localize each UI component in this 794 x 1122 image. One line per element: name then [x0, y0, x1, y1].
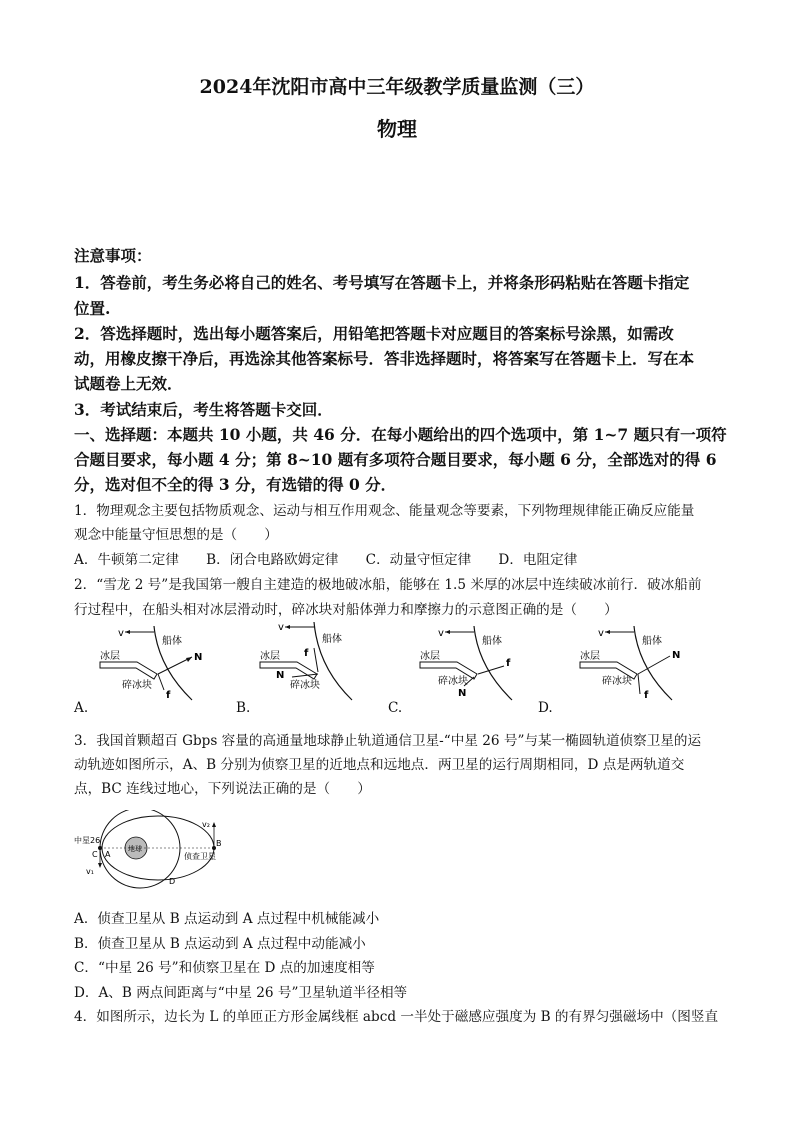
svg-text:C: C	[92, 850, 98, 859]
ice-breaker-figures	[92, 622, 732, 702]
svg-text:N: N	[194, 652, 203, 663]
figure-b	[260, 622, 352, 700]
svg-text:v: v	[438, 628, 444, 639]
section-instructions: 分，选对但不全的得 3 分，有选错的得 0 分．	[74, 475, 397, 494]
section-instructions: 合题目要求，每小题 4 分；第 8~10 题有多项符合题目要求，每小题 6 分，全部选对的得 6	[74, 450, 717, 469]
option-b-label: B.	[236, 700, 251, 716]
option-d-label: D.	[538, 700, 553, 716]
question-4-stem: 4．如图所示，边长为 L 的单匝正方形金属线框 abcd 一半处于磁感应强度为 B 的有界匀强磁场中（图竖直	[74, 1009, 719, 1025]
svg-text:f: f	[166, 690, 171, 701]
svg-text:N: N	[672, 650, 681, 661]
satellite-orbit-figure	[72, 810, 232, 892]
svg-text:船体: 船体	[322, 634, 342, 645]
svg-text:N: N	[276, 670, 285, 681]
question-3-option-c: C．“中星 26 号”和侦察卫星在 D 点的加速度相等	[74, 960, 375, 976]
notes-line: 2．答选择题时，选出每小题答案后，用铅笔把答题卡对应题目的答案标号涂黑，如需改	[74, 324, 674, 343]
svg-text:冰层: 冰层	[100, 651, 120, 662]
notes-line: 动，用橡皮擦干净后，再选涂其他答案标号．答非选择题时，将答案写在答题卡上．写在本	[74, 349, 695, 368]
question-3-stem: 3．我国首颗超百 Gbps 容量的高通量地球静止轨道通信卫星-“中星 26 号”与某一椭圆轨道侦察卫星的运	[74, 733, 702, 749]
document-subject: 物理	[377, 117, 417, 141]
svg-text:中星26: 中星26	[74, 836, 101, 845]
svg-text:冰层: 冰层	[260, 651, 280, 662]
notes-line: 试题卷上无效．	[74, 374, 183, 393]
question-3-option-a: A．侦查卫星从 B 点运动到 A 点过程中机械能减小	[74, 911, 380, 927]
question-3-option-d: D．A、B 两点间距离与“中星 26 号”卫星轨道半径相等	[74, 985, 408, 1001]
question-3-stem: 动轨迹如图所示，A、B 分别为侦察卫星的近地点和远地点．两卫星的运行周期相同，D 点是两轨道交	[74, 757, 685, 773]
svg-text:f: f	[506, 658, 511, 669]
notes-line: 1．答卷前，考生务必将自己的姓名、考号填写在答题卡上，并将条形码粘贴在答题卡指定	[74, 273, 690, 292]
question-2-stem: 2．“雪龙 2 号”是我国第一艘自主建造的极地破冰船，能够在 1.5 米厚的冰层中连续破冰前行．破冰船前	[74, 577, 702, 593]
notes-line: 位置.	[74, 299, 111, 318]
figure-c	[420, 626, 512, 700]
notes-heading: 注意事项：	[74, 246, 152, 265]
svg-text:v: v	[278, 622, 284, 633]
document-title: 2024年沈阳市高中三年级教学质量监测（三）	[199, 76, 595, 98]
svg-text:v₂: v₂	[202, 820, 210, 829]
svg-text:f: f	[304, 648, 309, 659]
svg-text:地球: 地球	[128, 845, 142, 853]
notes-line: 3．考试结束后，考生将答题卡交回．	[74, 400, 333, 419]
svg-text:v: v	[118, 628, 124, 639]
question-1-stem: 观念中能量守恒思想的是（ ）	[74, 527, 278, 543]
svg-text:v: v	[598, 628, 604, 639]
svg-text:船体: 船体	[642, 636, 662, 647]
question-1-stem: 1．物理观念主要包括物质观念、运动与相互作用观念、能量观念等要素，下列物理规律能正确反应能量	[74, 503, 695, 519]
svg-text:A: A	[105, 850, 111, 859]
svg-text:v₁: v₁	[86, 867, 94, 876]
svg-text:侦查卫星: 侦查卫星	[184, 852, 216, 861]
svg-text:碎冰块: 碎冰块	[290, 680, 320, 691]
question-3-option-b: B．侦查卫星从 B 点运动到 A 点过程中动能减小	[74, 936, 366, 952]
svg-text:B: B	[216, 839, 222, 848]
question-3-stem: 点，BC 连线过地心，下列说法正确的是（ ）	[74, 781, 371, 797]
svg-text:船体: 船体	[482, 636, 502, 647]
svg-text:冰层: 冰层	[580, 651, 600, 662]
svg-text:D: D	[169, 877, 176, 886]
figure-a	[100, 626, 202, 701]
svg-text:f: f	[644, 690, 649, 701]
svg-text:N: N	[458, 688, 467, 699]
question-2-stem: 行过程中，在船头相对冰层滑动时，碎冰块对船体弹力和摩擦力的示意图正确的是（ ）	[74, 602, 618, 618]
section-instructions: 一、选择题：本题共 10 小题，共 46 分．在每小题给出的四个选项中，第 1~7 题只有一项符	[74, 425, 727, 444]
figure-d	[580, 626, 680, 701]
svg-text:碎冰块: 碎冰块	[122, 680, 152, 691]
svg-text:冰层: 冰层	[420, 651, 440, 662]
svg-text:碎冰块: 碎冰块	[438, 676, 468, 687]
svg-text:船体: 船体	[162, 636, 182, 647]
svg-text:碎冰块: 碎冰块	[602, 676, 632, 687]
option-c-label: C.	[388, 700, 403, 716]
option-a-label: A.	[74, 700, 89, 716]
question-1-options: A．牛顿第二定律 B．闭合电路欧姆定律 C．动量守恒定律 D．电阻定律	[74, 552, 578, 568]
